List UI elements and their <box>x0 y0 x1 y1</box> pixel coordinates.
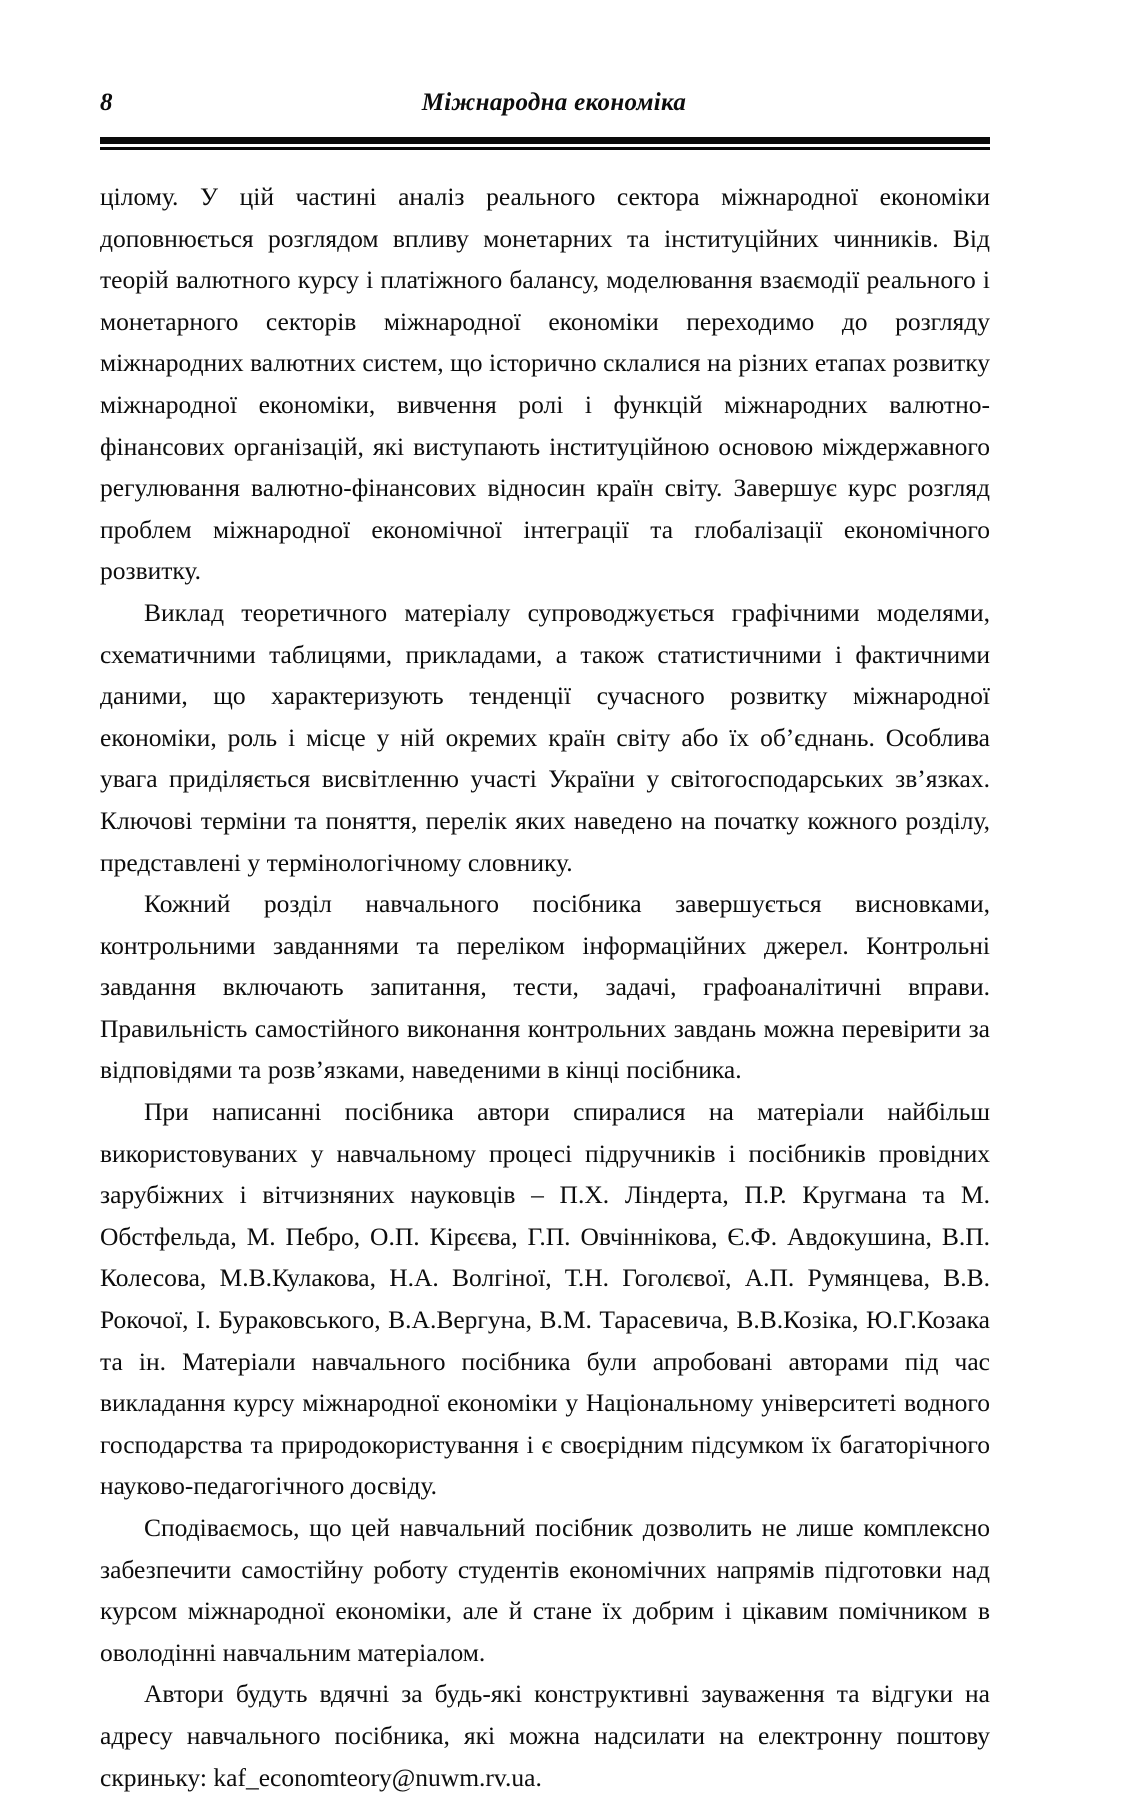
running-title: Міжнародна економіка <box>421 89 687 116</box>
para-hope: Сподіваємось, що цей навчальний посібник дозволить не лише комплексно забезпечити самостійну роботу студентів економічних напрямів підготовки над курсом міжнародної економіки, але й стане їх добрим і цікавим помічником в оволодінні навчальним матеріалом. <box>100 1513 990 1667</box>
para-feedback: Автори будуть вдячні за будь-які конструктивні зауваження та відгуки на адресу навчального посібника, які можна надсилати на електронну поштову скриньку: kaf_economteory@nuwm.rv.ua. <box>100 1679 990 1792</box>
para-theory-material: Виклад теоретичного матеріалу супроводжується графічними моделями, схематичними таблицями, прикладами, а також статистичними і фактичними даними, що характеризують тенденції сучасного розвитку міжнародної економіки, роль і місце у ній окремих країн світу або їх об’єднань. Особлива увага приділяється висвітленню участі України у світогосподарських зв’язках. Ключові терміни та поняття, перелік яких наведено на початку кожного розділу, представлені у термінологічному словнику. <box>100 597 990 877</box>
header-rule-thin <box>100 147 990 150</box>
para-sources-authors: При написанні посібника автори спиралися на матеріали найбільш використовуваних у навчальному процесі підручників і посібників провідних зарубіжних і вітчизняних науковців – П.Х. Ліндерта, П.Р. Кругмана та М. Обстфельда, М. Пебро, О.П. Кірєєва, Г.П. Овчіннікова, Є.Ф. Авдокушина, В.П. Колесова, М.В.Кулакова, Н.А. Волгіної, Т.Н. Гоголєвої, А.П. Румянцева, В.В. Рокочої, І. Бураковського, В.А.Вергуна, В.М. Тарасевича, В.В.Козіка, Ю.Г.Козака та ін. Матеріали навчального посібника були апробовані авторами під час викладання курсу міжнародної економіки у Національному університеті водного господарства та природокористування і є своєрідним підсумком їх багаторічного науково-педагогічного досвіду. <box>100 1097 990 1501</box>
page-content <box>100 86 990 1798</box>
running-head <box>100 86 990 132</box>
header-rule-thick <box>100 137 990 144</box>
body-text <box>100 176 990 1798</box>
page-number: 8 <box>100 89 113 116</box>
para-chapter-structure: Кожний розділ навчального посібника завершується висновками, контрольними завданнями та переліком інформаційних джерел. Контрольні завдання включають запитання, тести, задачі, графоаналітичні вправи. Правильність самостійного виконання контрольних завдань можна перевірити за відповідями та розв’язками, наведеними в кінці посібника. <box>100 889 990 1085</box>
para-continuation: цілому. У цій частині аналіз реального сектора міжнародної економіки доповнюється розглядом впливу монетарних та інституційних чинників. Від теорій валютного курсу і платіжного балансу, моделювання взаємодії реального і монетарного секторів міжнародної економіки переходимо до розгляду міжнародних валютних систем, що історично склалися на різних етапах розвитку міжнародної економіки, вивчення ролі і функцій міжнародних валютно-фінансових організацій, які виступають інституційною основою міждержавного регулювання валютно-фінансових відносин країн світу. Завершує курс розгляд проблем міжнародної економічної інтеграції та глобалізації економічного розвитку. <box>100 182 990 586</box>
